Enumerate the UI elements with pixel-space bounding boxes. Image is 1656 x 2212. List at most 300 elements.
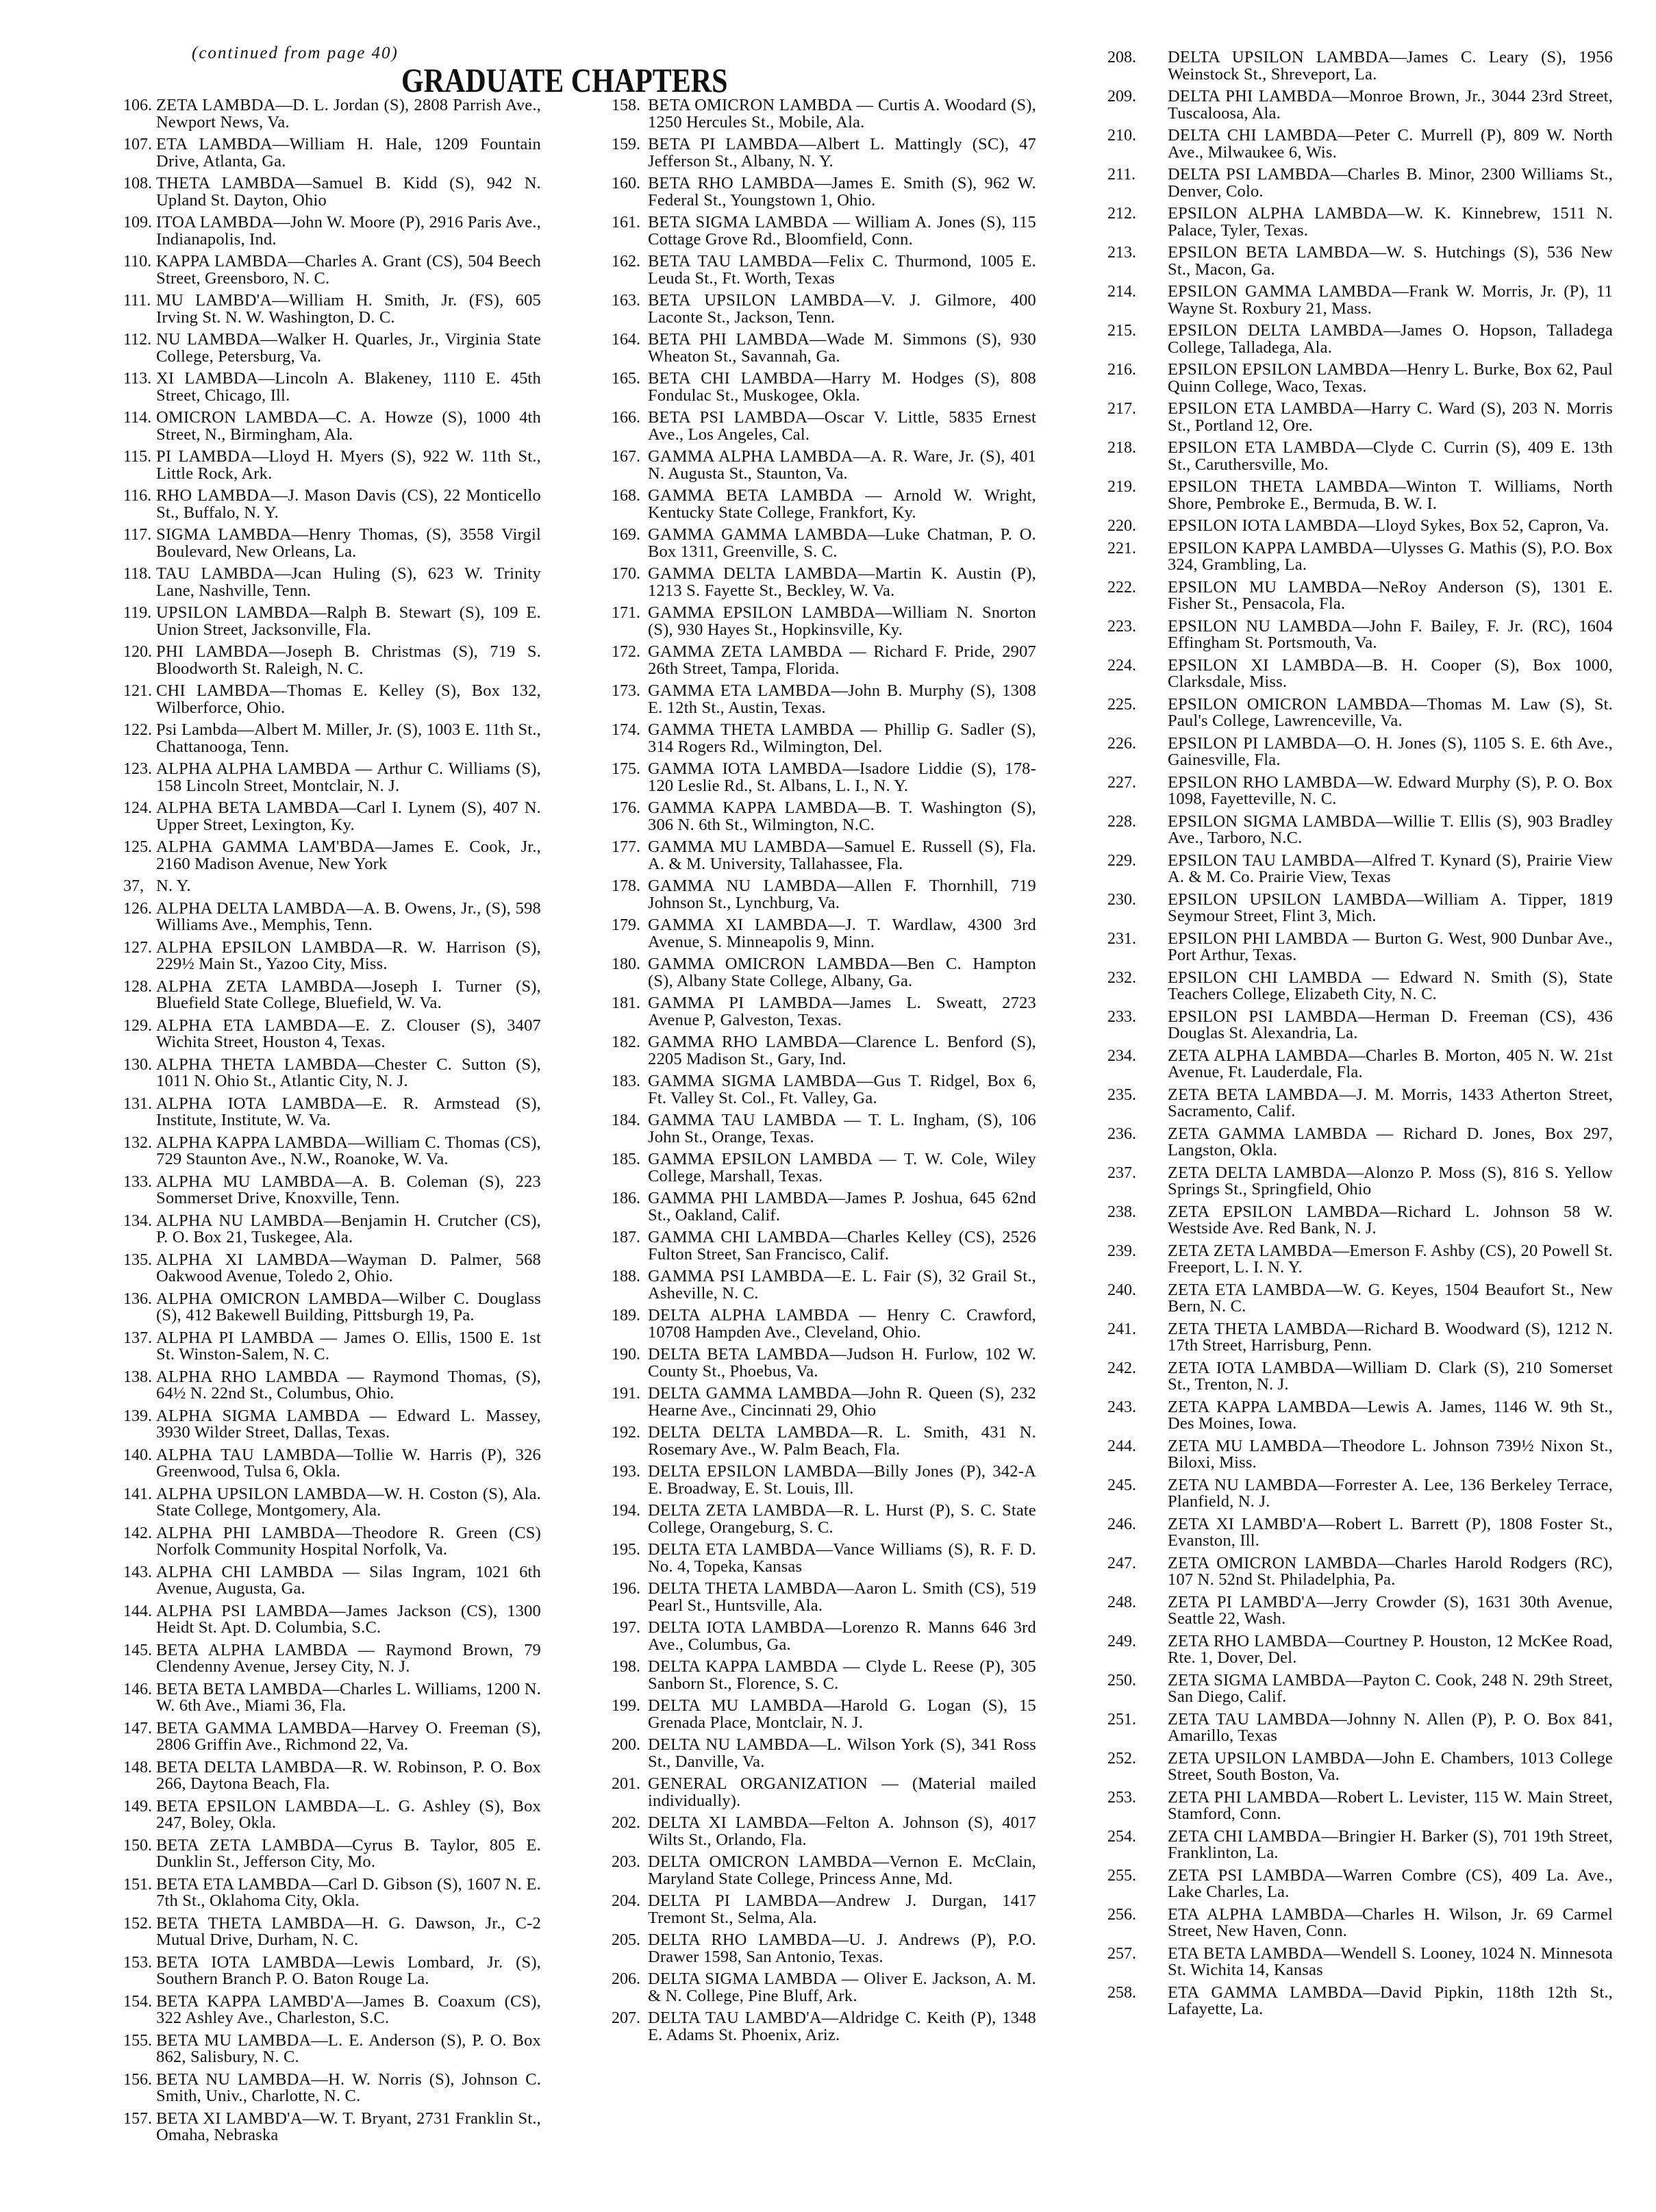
- entry-text: Psi Lambda—Albert M. Miller, Jr. (S), 1003 E. 11th St., Chattanooga, Tenn.: [156, 720, 541, 756]
- entry-text: ALPHA KAPPA LAMBDA—William C. Thomas (CS), 729 Staunton Ave., N.W., Roanoke, W. Va.: [156, 1133, 541, 1168]
- entry-number: 173.: [612, 682, 640, 700]
- chapter-entry: [1106, 244, 1613, 278]
- chapter-entry: [612, 1112, 1036, 1146]
- entry-number: 253.: [1107, 1788, 1136, 1807]
- entry-text: GAMMA OMICRON LAMBDA—Ben C. Hampton (S), Albany State College, Albany, Ga.: [648, 955, 1036, 990]
- entry-number: 211.: [1107, 166, 1136, 184]
- entry-number: 142.: [123, 1524, 152, 1542]
- chapter-entry: [123, 175, 541, 209]
- chapter-entry: [123, 1408, 541, 1442]
- entry-text: DELTA GAMMA LAMBDA—John R. Queen (S), 232 Hearne Ave., Cincinnati 29, Ohio: [648, 1384, 1036, 1420]
- entry-text: GAMMA PHI LAMBDA—James P. Joshua, 645 62nd St., Oakland, Calif.: [648, 1189, 1036, 1224]
- chapter-entry: [123, 488, 541, 521]
- entry-number: 126.: [123, 899, 152, 918]
- entry-number: 108.: [123, 175, 152, 192]
- chapter-entry: [1106, 733, 1613, 769]
- entry-text: ALPHA UPSILON LAMBDA—W. H. Coston (S), Ala. State College, Montgomery, Ala.: [156, 1484, 541, 1520]
- entry-number: 210.: [1107, 127, 1136, 144]
- entry-number: 247.: [1107, 1554, 1136, 1572]
- entry-number: 124.: [123, 799, 152, 817]
- entry-text: EPSILON UPSILON LAMBDA—William A. Tipper, 1819 Seymour Street, Flint 3, Mich.: [1168, 890, 1613, 925]
- entry-text: ITOA LAMBDA—John W. Moore (P), 2916 Paris Ave., Indianapolis, Ind.: [156, 213, 541, 249]
- chapter-entry: [1106, 1360, 1613, 1394]
- chapter-entry: [123, 331, 541, 365]
- chapter-entry: [612, 410, 1036, 443]
- entry-number: 172.: [612, 643, 640, 661]
- chapter-entry: [612, 527, 1036, 560]
- entry-number: 246.: [1107, 1515, 1136, 1533]
- entry-number: 152.: [123, 1914, 152, 1933]
- entry-number: 225.: [1107, 695, 1136, 714]
- entry-number: 221.: [1107, 539, 1136, 557]
- entry-number: 125.: [123, 838, 152, 856]
- entry-text: ZETA DELTA LAMBDA—Alonzo P. Moss (S), 816 S. Yellow Springs St., Springfield, Ohio: [1168, 1163, 1613, 1198]
- entry-text: GAMMA NU LAMBDA—Allen F. Thornhill, 719 Johnson St., Lynchburg, Va.: [648, 877, 1036, 912]
- chapter-entry: [1106, 1048, 1613, 1081]
- entry-text: ZETA KAPPA LAMBDA—Lewis A. James, 1146 W. 9th St., Des Moines, Iowa.: [1168, 1397, 1613, 1433]
- entry-number: 121.: [123, 682, 152, 700]
- entry-number: 149.: [123, 1797, 152, 1815]
- chapter-entry: [123, 410, 541, 443]
- entry-number: 251.: [1107, 1710, 1136, 1729]
- entry-text: DELTA CHI LAMBDA—Peter C. Murrell (P), 809 W. North Ave., Milwaukee 6, Wis.: [1168, 126, 1613, 162]
- entry-text: EPSILON KAPPA LAMBDA—Ulysses G. Mathis (S), P.O. Box 324, Grambling, La.: [1168, 538, 1613, 574]
- chapter-entry: [1106, 970, 1613, 1003]
- chapter-entry: [123, 1486, 541, 1520]
- entry-number: 242.: [1107, 1359, 1136, 1377]
- chapter-entry: [1106, 892, 1613, 925]
- chapter-entry: [1106, 1165, 1613, 1198]
- chapter-entry: [612, 1581, 1036, 1614]
- entry-number: 240.: [1107, 1281, 1136, 1299]
- entry-text: DELTA OMICRON LAMBDA—Vernon E. McClain, Maryland State College, Princess Anne, Md.: [648, 1852, 1036, 1888]
- entry-number: 228.: [1107, 812, 1136, 831]
- entry-text: DELTA UPSILON LAMBDA—James C. Leary (S), 1956 Weinstock St., Shreveport, La.: [1168, 48, 1613, 84]
- page-title: GRADUATE CHAPTERS: [401, 61, 728, 99]
- entry-number: 129.: [123, 1016, 152, 1035]
- entry-text: BETA ZETA LAMBDA—Cyrus B. Taylor, 805 E. Dunklin St., Jefferson City, Mo.: [156, 1835, 541, 1871]
- entry-text: ZETA UPSILON LAMBDA—John E. Chambers, 1013 College Street, South Boston, Va.: [1168, 1748, 1613, 1784]
- entry-text: ALPHA IOTA LAMBDA—E. R. Armstead (S), Institute, Institute, W. Va.: [156, 1094, 541, 1129]
- entry-number: 243.: [1107, 1398, 1136, 1416]
- entry-text: GAMMA DELTA LAMBDA—Martin K. Austin (P), 1213 S. Fayette St., Beckley, W. Va.: [648, 564, 1036, 600]
- entry-text: ZETA BETA LAMBDA—J. M. Morris, 1433 Atherton Street, Sacramento, Calif.: [1168, 1085, 1613, 1120]
- entry-text: EPSILON IOTA LAMBDA—Lloyd Sykes, Box 52, Capron, Va.: [1168, 516, 1609, 535]
- entry-text: BETA RHO LAMBDA—James E. Smith (S), 962 W. Federal St., Youngstown 1, Ohio.: [648, 174, 1036, 210]
- entry-number: 191.: [612, 1385, 640, 1403]
- entry-text: DELTA ETA LAMBDA—Vance Williams (S), R. F. D. No. 4, Topeka, Kansas: [648, 1540, 1036, 1576]
- entry-number: 179.: [612, 916, 640, 934]
- chapter-entry: [1106, 579, 1613, 613]
- entry-text: ZETA ZETA LAMBDA—Emerson F. Ashby (CS), 20 Powell St. Freeport, L. I. N. Y.: [1168, 1241, 1613, 1277]
- chapter-entry: [1106, 1204, 1613, 1237]
- entry-number: 113.: [123, 370, 152, 388]
- entry-number: 192.: [612, 1424, 640, 1442]
- chapter-entry: [612, 1854, 1036, 1887]
- chapter-entry: [612, 1503, 1036, 1536]
- entry-number: 132.: [123, 1133, 152, 1152]
- entry-number: 241.: [1107, 1320, 1136, 1338]
- entry-number: 138.: [123, 1368, 152, 1386]
- entry-text: EPSILON ETA LAMBDA—Clyde C. Currin (S), 409 E. 13th St., Caruthersville, Mo.: [1168, 438, 1613, 474]
- entry-number: 134.: [123, 1211, 152, 1230]
- entry-number: 174.: [612, 721, 640, 739]
- chapter-entry: [1106, 814, 1613, 847]
- chapter-entry: [612, 1307, 1036, 1341]
- entry-text: ZETA XI LAMBD'A—Robert L. Barrett (P), 1808 Foster St., Evanston, Ill.: [1168, 1514, 1613, 1550]
- entry-text: EPSILON XI LAMBDA—B. H. Cooper (S), Box 1000, Clarksdale, Miss.: [1168, 655, 1613, 691]
- entry-number: 185.: [612, 1151, 640, 1168]
- entry-text: ALPHA RHO LAMBDA — Raymond Thomas, (S), 64½ N. 22nd St., Columbus, Ohio.: [156, 1367, 541, 1403]
- entry-text: ZETA SIGMA LAMBDA—Payton C. Cook, 248 N. 29th Street, San Diego, Calif.: [1168, 1670, 1613, 1706]
- entry-text: ZETA RHO LAMBDA—Courtney P. Houston, 12 McKee Road, Rte. 1, Dover, Del.: [1168, 1631, 1613, 1667]
- chapter-entry: [612, 1229, 1036, 1263]
- chapter-entry: [123, 722, 541, 755]
- entry-number: 212.: [1107, 205, 1136, 223]
- entry-number: 258.: [1107, 1983, 1136, 2002]
- entry-number: 244.: [1107, 1437, 1136, 1455]
- entry-number: 106.: [123, 97, 152, 114]
- entry-text: GAMMA ZETA LAMBDA — Richard F. Pride, 2907 26th Street, Tampa, Florida.: [648, 642, 1036, 678]
- entry-number: 201.: [612, 1775, 640, 1793]
- entry-text: ZETA OMICRON LAMBDA—Charles Harold Rodgers (RC), 107 N. 52nd St. Philadelphia, Pa.: [1168, 1553, 1613, 1589]
- entry-text: KAPPA LAMBDA—Charles A. Grant (CS), 504 Beech Street, Greensboro, N. C.: [156, 252, 541, 288]
- chapter-entry: [1106, 1907, 1613, 1940]
- chapter-entry: [612, 800, 1036, 833]
- chapter-entry: [1106, 772, 1613, 808]
- chapter-entry: [1106, 1282, 1613, 1316]
- entry-number: 136.: [123, 1290, 152, 1308]
- entry-number: 235.: [1107, 1085, 1136, 1104]
- chapter-entry: [123, 761, 541, 794]
- entry-number: 114.: [123, 409, 152, 427]
- entry-text: BETA KAPPA LAMBD'A—James B. Coaxum (CS), 322 Ashley Ave., Charleston, S.C.: [156, 1991, 541, 2027]
- entry-number: 234.: [1107, 1046, 1136, 1065]
- entry-number: 183.: [612, 1072, 640, 1090]
- entry-number: 120.: [123, 643, 152, 661]
- entry-text: DELTA RHO LAMBDA—U. J. Andrews (P), P.O. Drawer 1598, San Antonio, Texas.: [648, 1931, 1036, 1966]
- entry-text: EPSILON ALPHA LAMBDA—W. K. Kinnebrew, 1511 N. Palace, Tyler, Texas.: [1168, 204, 1613, 240]
- entry-text: GAMMA THETA LAMBDA — Phillip G. Sadler (S), 314 Rogers Rd., Wilmington, Del.: [648, 720, 1036, 756]
- entry-number: 161.: [612, 214, 640, 231]
- entry-text: DELTA IOTA LAMBDA—Lorenzo R. Manns 646 3rd Ave., Columbus, Ga.: [648, 1618, 1036, 1654]
- chapter-entry: [612, 995, 1036, 1029]
- entry-number: 178.: [612, 877, 640, 895]
- entry-text: ETA ALPHA LAMBDA—Charles H. Wilson, Jr. 69 Carmel Street, New Haven, Conn.: [1168, 1905, 1613, 1940]
- entry-number: 182.: [612, 1033, 640, 1051]
- chapter-entry: [123, 1096, 541, 1129]
- entry-number: 214.: [1107, 283, 1136, 301]
- chapter-entry: [1106, 1321, 1613, 1355]
- chapter-entry: [612, 917, 1036, 951]
- entry-number: 187.: [612, 1229, 640, 1246]
- chapter-entry: [612, 1932, 1036, 1965]
- entry-text: GAMMA BETA LAMBDA — Arnold W. Wright, Kentucky State College, Frankfort, Ky.: [648, 486, 1036, 522]
- entry-number: 166.: [612, 409, 640, 427]
- chapter-entry: [123, 527, 541, 560]
- chapter-entry: [1106, 1750, 1613, 1784]
- entry-text: ALPHA PHI LAMBDA—Theodore R. Green (CS) Norfolk Community Hospital Norfolk, Va.: [156, 1523, 541, 1559]
- entry-number: 128.: [123, 977, 152, 996]
- chapter-entry: [612, 956, 1036, 990]
- entry-text: EPSILON RHO LAMBDA—W. Edward Murphy (S), P. O. Box 1098, Fayetteville, N. C.: [1168, 772, 1613, 808]
- entry-text: DELTA NU LAMBDA—L. Wilson York (S), 341 Ross St., Danville, Va.: [648, 1735, 1036, 1771]
- chapter-entry: [123, 1213, 541, 1246]
- entry-number: 209.: [1107, 88, 1136, 105]
- entry-number: 202.: [612, 1814, 640, 1832]
- entry-text: ALPHA MU LAMBDA—A. B. Coleman (S), 223 Sommerset Drive, Knoxville, Tenn.: [156, 1172, 541, 1207]
- entry-text: BETA DELTA LAMBDA—R. W. Robinson, P. O. Box 266, Daytona Beach, Fla.: [156, 1757, 541, 1793]
- entry-number: 200.: [612, 1736, 640, 1754]
- entry-number: 184.: [612, 1111, 640, 1129]
- chapter-entry: [1106, 1516, 1613, 1550]
- chapter-entry: [1106, 540, 1613, 574]
- entry-text: ETA BETA LAMBDA—Wendell S. Looney, 1024 N. Minnesota St. Wichita 14, Kansas: [1168, 1944, 1613, 1979]
- chapter-entry: [612, 605, 1036, 638]
- entry-number: 163.: [612, 292, 640, 310]
- entry-text: ALPHA PI LAMBDA — James O. Ellis, 1500 E. 1st St. Winston-Salem, N. C.: [156, 1328, 541, 1363]
- entry-text: BETA ETA LAMBDA—Carl D. Gibson (S), 1607 N. E. 7th St., Oklahoma City, Okla.: [156, 1874, 541, 1910]
- entry-number: 162.: [612, 253, 640, 271]
- entry-number: 116.: [123, 487, 152, 505]
- chapter-entry: [612, 1776, 1036, 1809]
- entry-text: DELTA ALPHA LAMBDA — Henry C. Crawford, 10708 Hampden Ave., Cleveland, Ohio.: [648, 1306, 1036, 1342]
- entry-number: 145.: [123, 1641, 152, 1659]
- entry-text: ZETA PHI LAMBDA—Robert L. Levister, 115 W. Main Street, Stamford, Conn.: [1168, 1787, 1613, 1823]
- chapter-entry: [612, 1698, 1036, 1731]
- chapter-entry: [1106, 362, 1613, 395]
- chapter-entry: [123, 644, 541, 677]
- entry-text: EPSILON SIGMA LAMBDA—Willie T. Ellis (S), 903 Bradley Ave., Tarboro, N.C.: [1168, 812, 1613, 847]
- entry-text: GAMMA PI LAMBDA—James L. Sweatt, 2723 Avenue P, Galveston, Texas.: [648, 994, 1036, 1029]
- entry-text: DELTA PI LAMBDA—Andrew J. Durgan, 1417 Tremont St., Selma, Ala.: [648, 1891, 1036, 1927]
- entry-number: 219.: [1107, 478, 1136, 496]
- chapter-entry: [612, 331, 1036, 365]
- chapter-entry: [123, 97, 541, 131]
- entry-number: 213.: [1107, 244, 1136, 262]
- entry-number: 109.: [123, 214, 152, 231]
- chapter-entry: [1106, 518, 1613, 535]
- entry-text: ZETA IOTA LAMBDA—William D. Clark (S), 210 Somerset St., Trenton, N. J.: [1168, 1358, 1613, 1394]
- chapter-entry: [123, 1252, 541, 1285]
- entry-number: 143.: [123, 1563, 152, 1581]
- chapter-entry: [123, 800, 541, 833]
- entry-text: ZETA GAMMA LAMBDA — Richard D. Jones, Box 297, Langston, Okla.: [1168, 1124, 1613, 1159]
- chapter-entry: [612, 97, 1036, 131]
- chapter-entry: [612, 1424, 1036, 1458]
- entry-number: 167.: [612, 448, 640, 466]
- chapter-entry: [123, 1837, 541, 1871]
- entry-number: 160.: [612, 175, 640, 192]
- chapter-entry: [123, 292, 541, 326]
- entry-text: BETA GAMMA LAMBDA—Harvey O. Freeman (S), 2806 Griffin Ave., Richmond 22, Va.: [156, 1718, 541, 1754]
- entry-text: ZETA NU LAMBDA—Forrester A. Lee, 136 Berkeley Terrace, Planfield, N. J.: [1168, 1475, 1613, 1511]
- entry-number: 140.: [123, 1446, 152, 1464]
- chapter-entry: [612, 1815, 1036, 1848]
- entry-text: ZETA PI LAMBD'A—Jerry Crowder (S), 1631 30th Avenue, Seattle 22, Wash.: [1168, 1592, 1613, 1628]
- entry-number: 169.: [612, 526, 640, 544]
- chapter-entry: [612, 878, 1036, 912]
- entry-number: 245.: [1107, 1476, 1136, 1494]
- entry-text: ALPHA NU LAMBDA—Benjamin H. Crutcher (CS), P. O. Box 21, Tuskegee, Ala.: [156, 1211, 541, 1246]
- entry-text: BETA EPSILON LAMBDA—L. G. Ashley (S), Box 247, Boley, Okla.: [156, 1796, 541, 1832]
- entry-text: PHI LAMBDA—Joseph B. Christmas (S), 719 S. Bloodworth St. Raleigh, N. C.: [156, 642, 541, 678]
- entry-text: GAMMA EPSILON LAMBDA—William N. Snorton (S), 930 Hayes St., Hopkinsville, Ky.: [648, 603, 1036, 639]
- chapter-entry: [612, 1034, 1036, 1068]
- entry-text: EPSILON EPSILON LAMBDA—Henry L. Burke, Box 62, Paul Quinn College, Waco, Texas.: [1168, 360, 1613, 396]
- entry-text: EPSILON PI LAMBDA—O. H. Jones (S), 1105 S. E. 6th Ave., Gainesville, Fla.: [1168, 733, 1613, 769]
- entry-number: 175.: [612, 760, 640, 778]
- entry-number: 115.: [123, 448, 152, 466]
- entry-number: 37,: [123, 877, 144, 895]
- chapter-entry: [612, 566, 1036, 599]
- entry-text: ETA LAMBDA—William H. Hale, 1209 Fountain Drive, Atlanta, Ga.: [156, 135, 541, 171]
- entry-number: 257.: [1107, 1944, 1136, 1963]
- entry-number: 227.: [1107, 773, 1136, 792]
- chapter-entry: [612, 683, 1036, 716]
- entry-text: BETA PHI LAMBDA—Wade M. Simmons (S), 930 Wheaton St., Savannah, Ga.: [648, 330, 1036, 366]
- entry-text: GAMMA IOTA LAMBDA—Isadore Liddie (S), 178-120 Leslie Rd., St. Albans, L. I., N. Y.: [648, 759, 1036, 795]
- entry-text: ALPHA CHI LAMBDA — Silas Ingram, 1021 6th Avenue, Augusta, Ga.: [156, 1562, 541, 1598]
- entry-number: 122.: [123, 721, 152, 739]
- chapter-entry: [123, 1057, 541, 1090]
- entry-number: 164.: [612, 331, 640, 349]
- entry-text: THETA LAMBDA—Samuel B. Kidd (S), 942 N. Upland St. Dayton, Ohio: [156, 174, 541, 210]
- entry-text: ZETA PSI LAMBDA—Warren Combre (CS), 409 La. Ave., Lake Charles, La.: [1168, 1865, 1613, 1901]
- entry-text: ZETA TAU LAMBDA—Johnny N. Allen (P), P. O. Box 841, Amarillo, Texas: [1168, 1709, 1613, 1745]
- entry-number: 250.: [1107, 1671, 1136, 1689]
- entry-text: ALPHA ALPHA LAMBDA — Arthur C. Williams (S), 158 Lincoln Street, Montclair, N. J.: [156, 759, 541, 795]
- entry-text: ALPHA DELTA LAMBDA—A. B. Owens, Jr., (S), 598 Williams Ave., Memphis, Tenn.: [156, 898, 541, 934]
- chapter-entry: [612, 2010, 1036, 2044]
- chapter-entry: [123, 449, 541, 482]
- chapter-entry: [123, 1991, 541, 2027]
- chapter-entry: [123, 1720, 541, 1754]
- chapter-entry: [123, 1369, 541, 1403]
- entry-text: EPSILON MU LAMBDA—NeRoy Anderson (S), 1301 E. Fisher St., Pensacola, Fla.: [1168, 577, 1613, 613]
- entry-text: BETA SIGMA LAMBDA — William A. Jones (S), 115 Cottage Grove Rd., Bloomfield, Conn.: [648, 213, 1036, 249]
- entry-number: 168.: [612, 487, 640, 505]
- entry-text: EPSILON PSI LAMBDA—Herman D. Freeman (CS), 436 Douglas St. Alexandria, La.: [1168, 1007, 1613, 1042]
- entry-number: 123.: [123, 760, 152, 778]
- chapter-entry: [123, 1564, 541, 1598]
- entry-text: GAMMA CHI LAMBDA—Charles Kelley (CS), 2526 Fulton Street, San Francisco, Calif.: [648, 1228, 1036, 1264]
- entry-text: DELTA EPSILON LAMBDA—Billy Jones (P), 342-A E. Broadway, E. St. Louis, Ill.: [648, 1462, 1036, 1498]
- entry-text: GAMMA RHO LAMBDA—Clarence L. Benford (S), 2205 Madison St., Gary, Ind.: [648, 1033, 1036, 1068]
- entry-text: DELTA DELTA LAMBDA—R. L. Smith, 431 N. Rosemary Ave., W. Palm Beach, Fla.: [648, 1423, 1036, 1459]
- entry-text: EPSILON NU LAMBDA—John F. Bailey, F. Jr. (RC), 1604 Effingham St. Portsmouth, Va.: [1168, 616, 1613, 652]
- chapter-entry: [123, 1915, 541, 1949]
- entry-text: ALPHA ETA LAMBDA—E. Z. Clouser (S), 3407 Wichita Street, Houston 4, Texas.: [156, 1016, 541, 1051]
- entry-number: 147.: [123, 1719, 152, 1737]
- chapter-entry: [123, 605, 541, 638]
- chapter-entry: [123, 979, 541, 1012]
- entry-text: GAMMA ALPHA LAMBDA—A. R. Ware, Jr. (S), 401 N. Augusta St., Staunton, Va.: [648, 447, 1036, 483]
- chapter-entry: [123, 1642, 541, 1676]
- chapter-entry: [123, 898, 541, 934]
- entry-number: 130.: [123, 1055, 152, 1074]
- entry-number: 131.: [123, 1094, 152, 1113]
- chapter-entry: [1106, 1126, 1613, 1159]
- chapter-entry: [1106, 1828, 1613, 1862]
- chapter-entry: [612, 1542, 1036, 1575]
- entry-text: BETA OMICRON LAMBDA — Curtis A. Woodard (S), 1250 Hercules St., Mobile, Ala.: [648, 96, 1036, 131]
- entry-number: 165.: [612, 370, 640, 388]
- entry-text: GAMMA MU LAMBDA—Samuel E. Russell (S), Fla. A. & M. University, Tallahassee, Fla.: [648, 838, 1036, 873]
- entry-number: 158.: [612, 97, 640, 114]
- chapter-entry: [1106, 88, 1613, 122]
- entry-text: GAMMA PSI LAMBDA—E. L. Fair (S), 32 Grail St., Asheville, N. C.: [648, 1267, 1036, 1303]
- entry-number: 252.: [1107, 1749, 1136, 1768]
- entry-number: 229.: [1107, 851, 1136, 870]
- chapter-entry: [612, 1151, 1036, 1185]
- chapter-entry: [1106, 401, 1613, 434]
- entry-text: DELTA KAPPA LAMBDA — Clyde L. Reese (P), 305 Sanborn St., Florence, S. C.: [648, 1657, 1036, 1693]
- entry-number: 254.: [1107, 1827, 1136, 1846]
- entry-text: N. Y.: [156, 877, 191, 895]
- chapter-entry: [612, 370, 1036, 404]
- chapter-entry: [1106, 853, 1613, 886]
- entry-text: GAMMA EPSILON LAMBDA — T. W. Cole, Wiley College, Marshall, Texas.: [648, 1150, 1036, 1185]
- entry-text: DELTA XI LAMBDA—Felton A. Johnson (S), 4017 Wilts St., Orlando, Fla.: [648, 1813, 1036, 1849]
- entry-text: ALPHA ZETA LAMBDA—Joseph I. Turner (S), Bluefield State College, Bluefield, W. Va.: [156, 977, 541, 1012]
- entry-text: UPSILON LAMBDA—Ralph B. Stewart (S), 109 E. Union Street, Jacksonville, Fla.: [156, 603, 541, 639]
- entry-number: 190.: [612, 1346, 640, 1363]
- entry-number: 222.: [1107, 578, 1136, 596]
- entry-number: 153.: [123, 1953, 152, 1972]
- entry-number: 156.: [123, 2070, 152, 2089]
- entry-number: 217.: [1107, 400, 1136, 418]
- entry-number: 144.: [123, 1602, 152, 1620]
- entry-number: 119.: [123, 604, 152, 622]
- entry-text: BETA BETA LAMBDA—Charles L. Williams, 1200 N. W. 6th Ave., Miami 36, Fla.: [156, 1679, 541, 1715]
- entry-text: EPSILON PHI LAMBDA — Burton G. West, 900 Dunbar Ave., Port Arthur, Texas.: [1168, 929, 1613, 964]
- entry-text: SIGMA LAMBDA—Henry Thomas, (S), 3558 Virgil Boulevard, New Orleans, La.: [156, 525, 541, 561]
- chapter-entry: [123, 1759, 541, 1793]
- chapter-entry: [612, 1073, 1036, 1107]
- entry-number: 177.: [612, 838, 640, 856]
- chapter-entry: [1106, 1438, 1613, 1472]
- entry-text: GAMMA GAMMA LAMBDA—Luke Chatman, P. O. Box 1311, Greenville, S. C.: [648, 525, 1036, 561]
- chapter-entry: [1106, 205, 1613, 239]
- chapter-entry: [612, 644, 1036, 677]
- entry-number: 238.: [1107, 1203, 1136, 1221]
- entry-text: OMICRON LAMBDA—C. A. Howze (S), 1000 4th Street, N., Birmingham, Ala.: [156, 408, 541, 444]
- entry-number: 236.: [1107, 1124, 1136, 1143]
- chapter-entry: [612, 1268, 1036, 1302]
- entry-number: 112.: [123, 331, 152, 349]
- chapter-entry: [123, 1330, 541, 1363]
- entry-number: 199.: [612, 1697, 640, 1715]
- entry-number: 146.: [123, 1680, 152, 1698]
- entry-text: BETA PSI LAMBDA—Oscar V. Little, 5835 Ernest Ave., Los Angeles, Cal.: [648, 408, 1036, 444]
- entry-text: ALPHA GAMMA LAM'BDA—James E. Cook, Jr., 2160 Madison Avenue, New York: [156, 838, 541, 873]
- entry-text: DELTA ZETA LAMBDA—R. L. Hurst (P), S. C. State College, Orangeburg, S. C.: [648, 1501, 1036, 1537]
- chapter-entry: [612, 175, 1036, 209]
- chapter-entry: [612, 214, 1036, 248]
- entry-text: TAU LAMBDA—Jcan Huling (S), 623 W. Trinity Lane, Nashville, Tenn.: [156, 564, 541, 600]
- entry-number: 237.: [1107, 1164, 1136, 1182]
- entry-number: 137.: [123, 1329, 152, 1347]
- entry-number: 195.: [612, 1541, 640, 1559]
- entry-number: 135.: [123, 1250, 152, 1269]
- entry-number: 110.: [123, 253, 152, 271]
- chapter-entry: [123, 2072, 541, 2105]
- entry-number: 256.: [1107, 1905, 1136, 1924]
- entry-number: 208.: [1107, 49, 1136, 66]
- entry-text: EPSILON TAU LAMBDA—Alfred T. Kynard (S), Prairie View A. & M. Co. Prairie View, Texas: [1168, 851, 1613, 886]
- entry-number: 107.: [123, 136, 152, 153]
